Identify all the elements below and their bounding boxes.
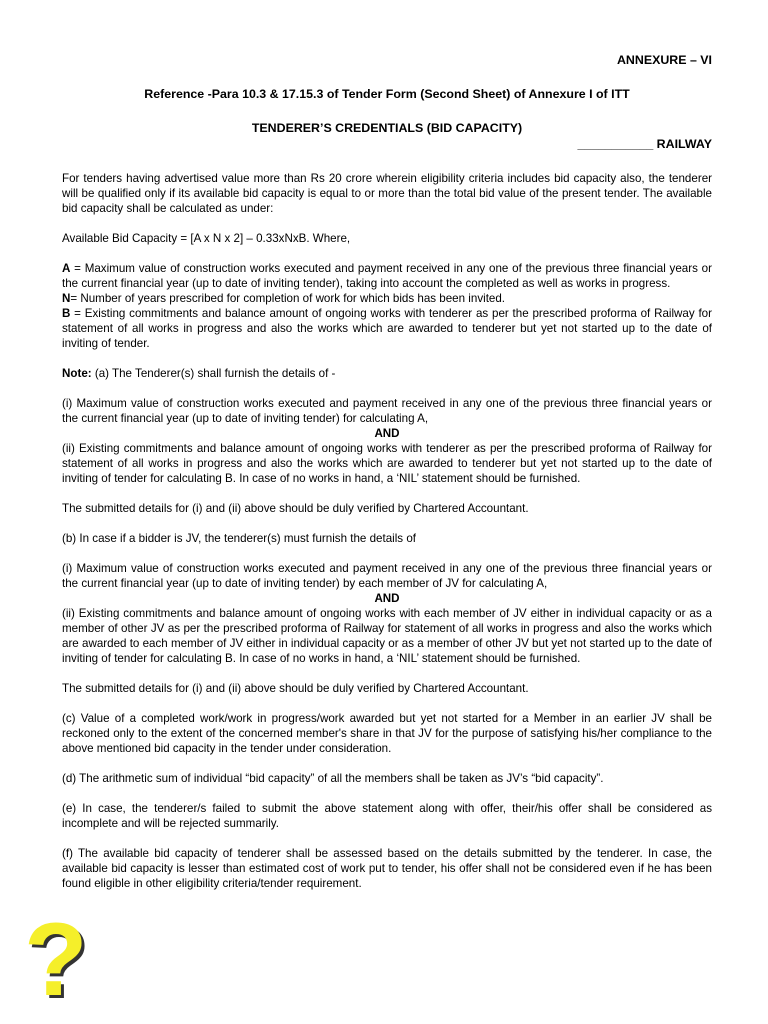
verified-statement: The submitted details for (i) and (ii) above should be duly verified by Chartered Accountant. bbox=[62, 502, 529, 515]
note-a-item-i: (i) Maximum value of construction works executed and payment received in any one of the previous three financial years or the current financial year (up to date of inviting tender) for calculating A, bbox=[62, 397, 712, 425]
note-e: (e) In case, the tenderer/s failed to submit the above statement along with offer, their/his offer shall be considered as incomplete and will be rejected summarily. bbox=[62, 802, 712, 830]
note-b-item-i: (i) Maximum value of construction works executed and payment received in any one of the previous three financial years or the current financial year (up to date of inviting tender) by each member of JV for calculating A, bbox=[62, 562, 712, 590]
definition-a-text: = Maximum value of construction works executed and payment received in any one of the previous three financial years or the current financial year (up to date of inviting tender), taking into account the completed as well as works in progress. bbox=[62, 262, 712, 290]
definition-b-text: = Existing commitments and balance amount of ongoing works with tenderer as per the prescribed proforma of Railway for statement of all works in progress and also the works which are awarded to tenderer but yet not started up to the date of inviting of tender. bbox=[62, 307, 712, 350]
definition-b-label: B bbox=[62, 307, 71, 320]
note-b-item-ii: (ii) Existing commitments and balance amount of ongoing works with each member of JV either in individual capacity or as a member of other JV as per the prescribed proforma of Railway for statement of all works in progress and also the works which are awarded to each member of JV either in individual capacity or as a member of other JV but yet not started up to the date of inviting of tender for calculating B. In case of no works in hand, a ‘NIL’ statement should be furnished. bbox=[62, 607, 712, 665]
definition-b bbox=[62, 306, 712, 351]
note-a-text: (a) The Tenderer(s) shall furnish the details of - bbox=[91, 367, 336, 380]
definition-n-label: N bbox=[62, 292, 71, 305]
document-page bbox=[62, 53, 712, 891]
document-title: TENDERER’S CREDENTIALS (BID CAPACITY) bbox=[251, 121, 523, 135]
note-a-item-ii: (ii) Existing commitments and balance amount of ongoing works with tenderer as per the prescribed proforma of Railway for statement of all works in progress and also the works which are awarded to tenderer but yet not started up to the date of inviting of tender for calculating B. In case of no works in hand, a ‘NIL’ statement should be furnished. bbox=[62, 442, 712, 485]
note-label: Note: bbox=[62, 367, 92, 380]
annexure-label: ANNEXURE – VI bbox=[616, 53, 712, 67]
and-separator: AND bbox=[374, 427, 400, 440]
definition-a-label: A bbox=[62, 262, 71, 275]
railway-line: ___________ RAILWAY bbox=[577, 137, 712, 151]
definition-n-text: = Number of years prescribed for completion of work for which bids has been invited. bbox=[70, 292, 506, 305]
intro-paragraph: For tenders having advertised value more than Rs 20 crore wherein eligibility criteria includes bid capacity also, the tenderer will be qualified only if its available bid capacity is equal to or more than the total bid value of the present tender. The available bid capacity shall be calculated as under: bbox=[62, 172, 712, 215]
note-a bbox=[62, 366, 712, 381]
note-d: (d) The arithmetic sum of individual “bid capacity” of all the members shall be taken as JV’s “bid capacity”. bbox=[62, 772, 604, 785]
formula-line: Available Bid Capacity = [A x N x 2] – 0.33xNxB. Where, bbox=[62, 232, 351, 245]
question-mark-icon: ? bbox=[24, 902, 88, 1018]
reference-line: Reference -Para 10.3 & 17.15.3 of Tender Form (Second Sheet) of Annexure I of ITT bbox=[144, 87, 630, 101]
note-c: (c) Value of a completed work/work in progress/work awarded but yet not started for a Member in an earlier JV shall be reckoned only to the extent of the concerned member's share in that JV for the purpose of satisfying his/her compliance to the above mentioned bid capacity in the tender under consideration. bbox=[62, 712, 712, 755]
definition-a bbox=[62, 261, 712, 291]
note-f: (f) The available bid capacity of tenderer shall be assessed based on the details submitted by the tenderer. In case, the available bid capacity is lesser than estimated cost of work put to tender, his offer shall not be considered even if he has been found eligible in other eligibility criteria/tender requirement. bbox=[62, 847, 712, 890]
definition-n bbox=[62, 291, 712, 306]
note-b-intro: (b) In case if a bidder is JV, the tenderer(s) must furnish the details of bbox=[62, 532, 416, 545]
verified-statement: The submitted details for (i) and (ii) above should be duly verified by Chartered Accountant. bbox=[62, 682, 529, 695]
and-separator: AND bbox=[374, 592, 400, 605]
